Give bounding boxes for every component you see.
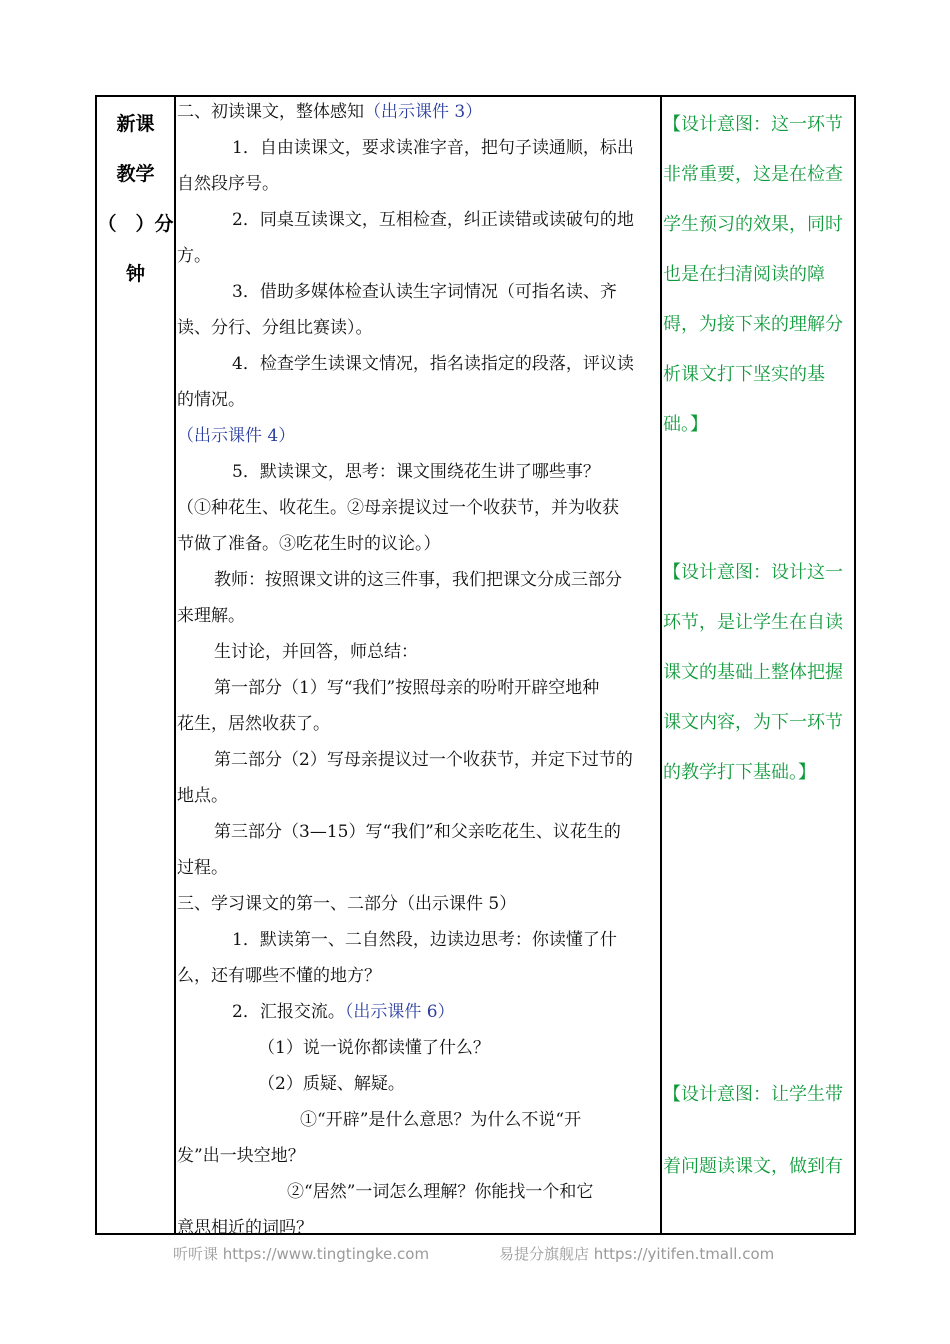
- design-note-line: 课文的基础上整体把握: [663, 662, 843, 683]
- design-note-line: 的教学打下基础。】: [663, 762, 816, 783]
- content-line: ②“居然”一词怎么理解？你能找一个和它: [287, 1182, 594, 1202]
- content-line: 生讨论，并回答，师总结：: [214, 642, 418, 662]
- content-line: 来理解。: [177, 606, 245, 626]
- design-note-line: 也是在扫清阅读的障: [663, 264, 825, 285]
- content-line: 1．默读第一、二自然段，边读边思考：你读懂了什: [232, 930, 617, 950]
- column-divider-left: [174, 97, 176, 1233]
- stage-label-line: 新课: [116, 113, 155, 135]
- design-note-line: 础。】: [663, 414, 708, 435]
- footer-link-right[interactable]: 易提分旗舰店 https://yitifen.tmall.com: [499, 1245, 775, 1263]
- design-note-line: 课文内容，为下一环节: [663, 712, 843, 733]
- content-line: 2．同桌互读课文，互相检查，纠正读错或读破句的地: [232, 210, 634, 230]
- design-note-line: 【设计意图：这一环节: [663, 114, 843, 135]
- content-line: ①“开辟”是什么意思？为什么不说“开: [300, 1110, 582, 1130]
- courseware-ref: （出示课件 6）: [344, 1002, 455, 1022]
- content-line: 1．自由读课文，要求读准字音，把句子读通顺，标出: [232, 138, 634, 158]
- content-line: [232, 999, 455, 1025]
- design-note-line: 析课文打下坚实的基: [663, 364, 825, 385]
- design-note-line: 环节，是让学生在自读: [663, 612, 843, 633]
- content-line: 第二部分（2）写母亲提议过一个收获节，并定下过节的: [214, 750, 633, 770]
- content-line: 第三部分（3—15）写“我们”和父亲吃花生、议花生的: [214, 822, 621, 842]
- content-line: （2）质疑、解疑。: [258, 1074, 405, 1094]
- content-line: 4．检查学生读课文情况，指名读指定的段落，评议读: [232, 354, 634, 374]
- content-line: 第一部分（1）写“我们”按照母亲的吩咐开辟空地种: [214, 678, 600, 698]
- content-line: 5．默读课文，思考：课文围绕花生讲了哪些事？: [232, 462, 600, 482]
- design-note-line: 碍，为接下来的理解分: [663, 314, 843, 335]
- design-note-line: 【设计意图：让学生带: [663, 1084, 843, 1105]
- stage-label-line: 钟: [125, 263, 145, 285]
- content-line: 花生，居然收获了。: [177, 714, 330, 734]
- content-line: 意思相近的词吗？: [177, 1218, 313, 1238]
- content-line: 地点。: [177, 786, 228, 806]
- content-line: 过程。: [177, 858, 228, 878]
- content-line: 发”出一块空地？: [177, 1146, 305, 1166]
- content-line: 节做了准备。③吃花生时的议论。）: [177, 534, 441, 554]
- design-note-line: 【设计意图：设计这一: [663, 562, 843, 583]
- stage-label-line: （ ）分: [97, 213, 174, 235]
- content-line: 自然段序号。: [177, 174, 279, 194]
- content-line: 读、分行、分组比赛读）。: [177, 318, 373, 338]
- content-line: 教师：按照课文讲的这三件事，我们把课文分成三部分: [214, 570, 622, 590]
- content-line: （1）说一说你都读懂了什么？: [258, 1038, 490, 1058]
- courseware-ref: （出示课件 3）: [364, 102, 483, 122]
- stage-label-line: 教学: [116, 163, 155, 185]
- lesson-table: [95, 95, 856, 1238]
- section-heading: 三、学习课文的第一、二部分（出示课件 5）: [177, 894, 517, 914]
- design-note-line: 着问题读课文，做到有: [663, 1156, 843, 1177]
- design-note-line: 非常重要，这是在检查: [663, 164, 843, 185]
- section-heading: [177, 99, 482, 125]
- content-text: 2．汇报交流。: [232, 1002, 345, 1022]
- column-divider-right: [660, 97, 662, 1233]
- footer-link-left[interactable]: 听听课 https://www.tingtingke.com: [173, 1245, 430, 1263]
- design-note-line: 学生预习的效果，同时: [663, 214, 843, 235]
- content-line: 么，还有哪些不懂的地方？: [177, 966, 381, 986]
- section-heading-text: 二、初读课文，整体感知: [177, 102, 364, 122]
- courseware-ref: （出示课件 4）: [177, 426, 296, 446]
- page-footer: [0, 1243, 950, 1269]
- content-line: （①种花生、收花生。②母亲提议过一个收获节，并为收获: [177, 498, 619, 518]
- content-line: 3．借助多媒体检查认读生字词情况（可指名读、齐: [232, 282, 617, 302]
- content-line: 的情况。: [177, 390, 245, 410]
- content-line: 方。: [177, 246, 211, 266]
